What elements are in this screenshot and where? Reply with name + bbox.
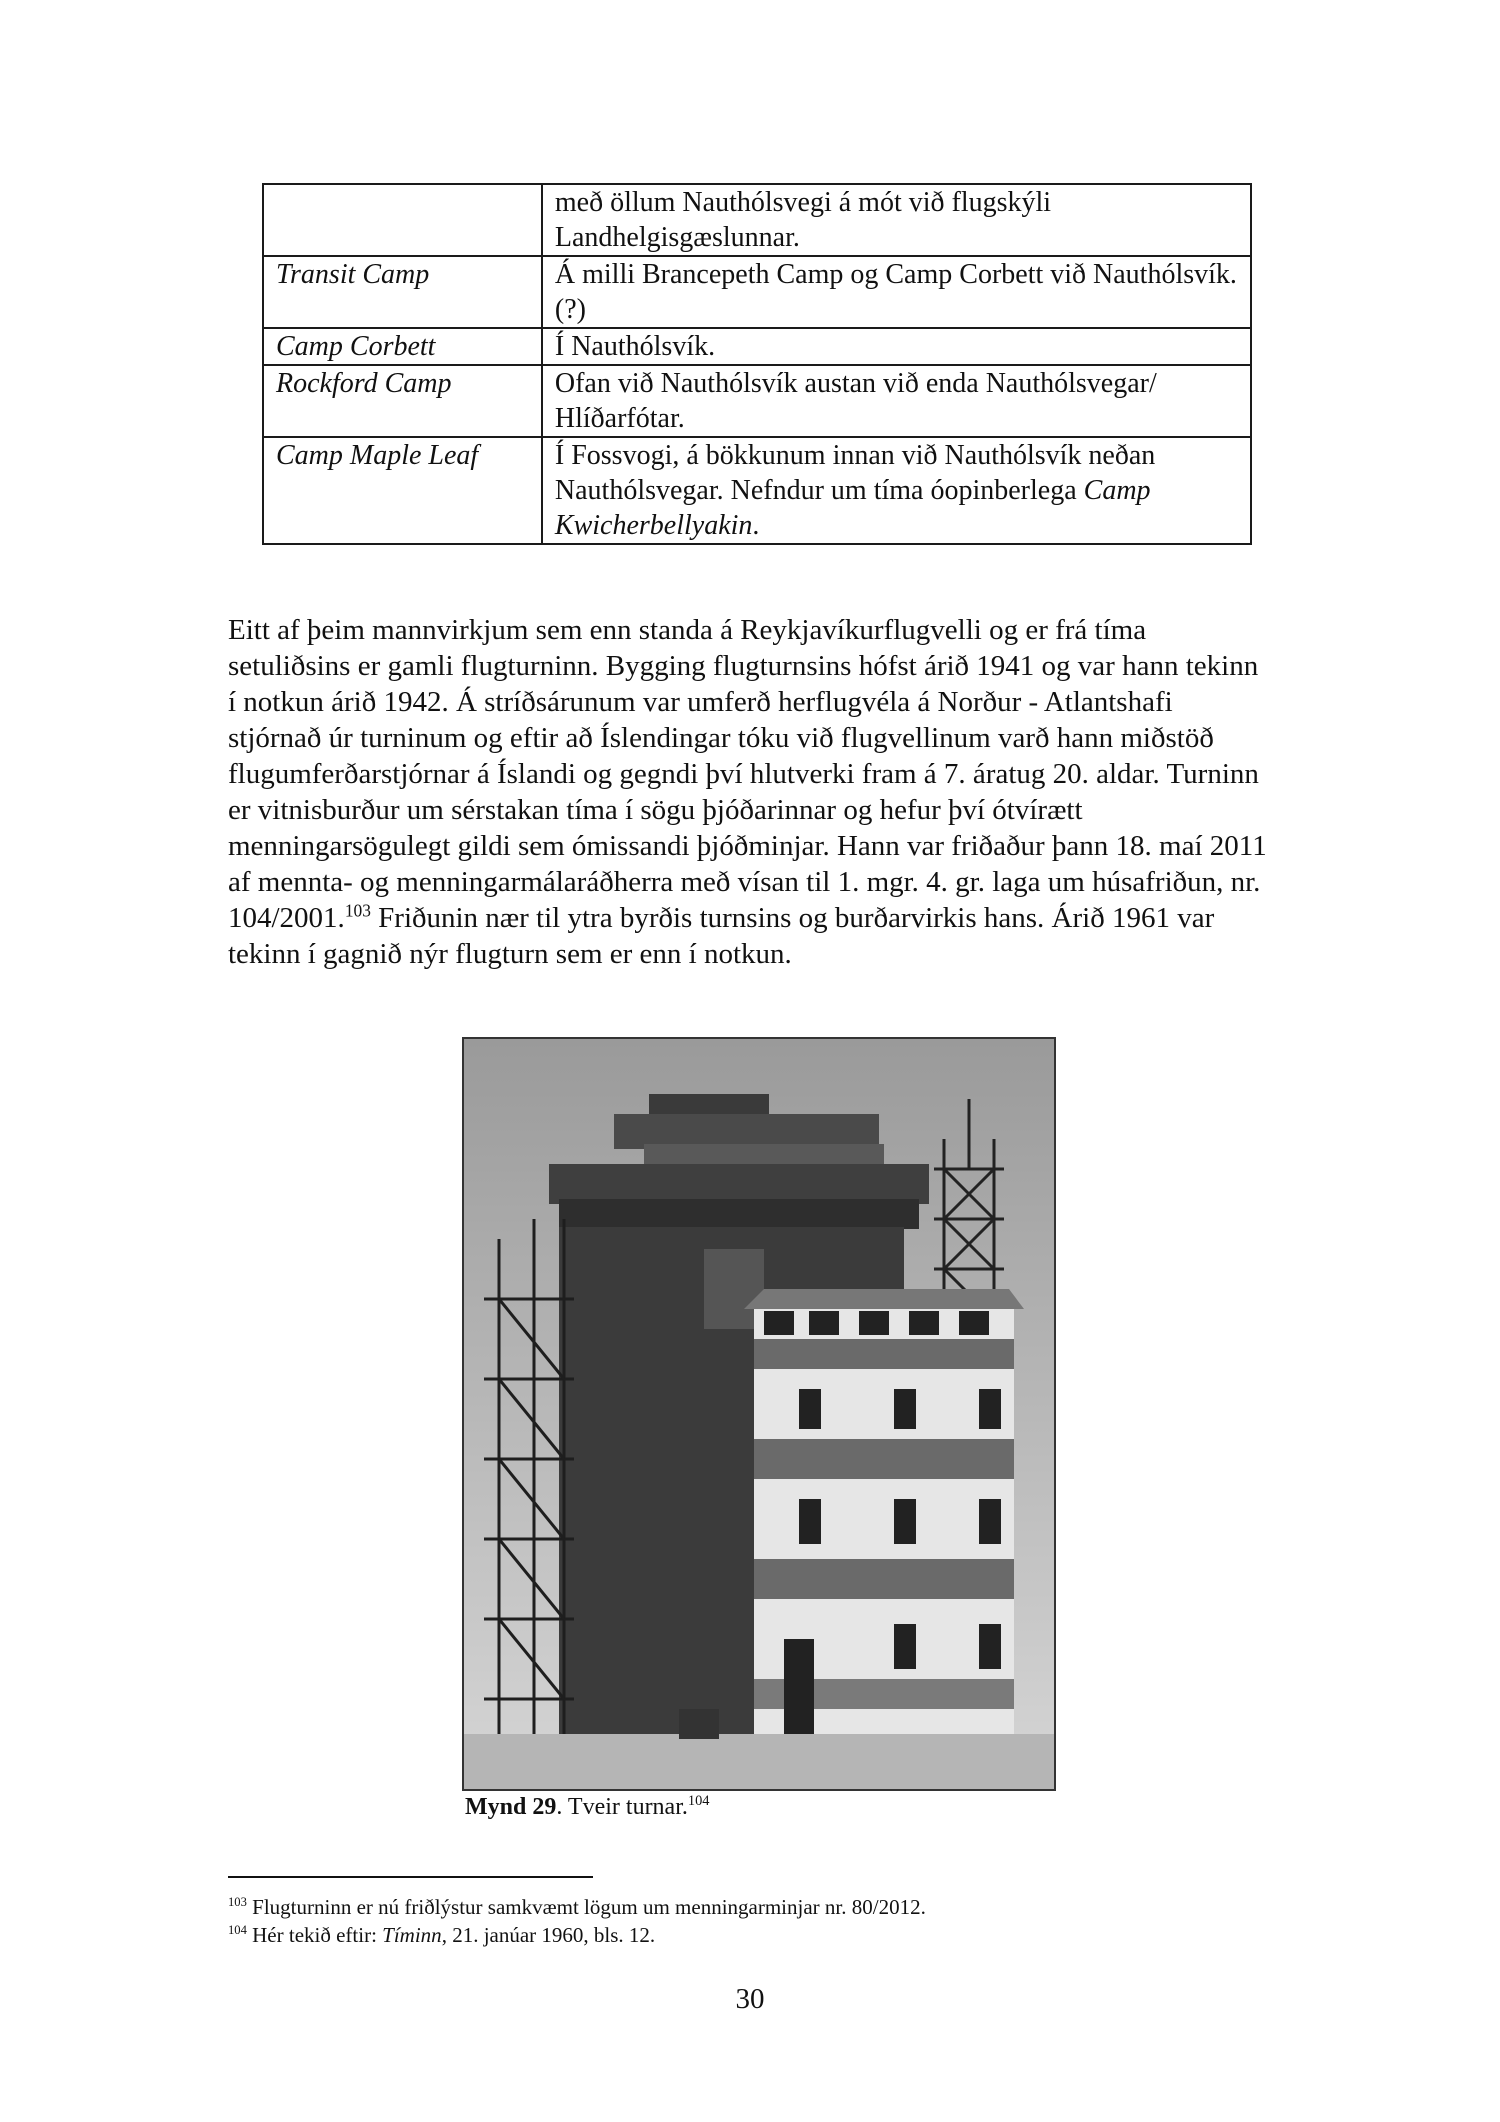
camp-name: Transit Camp: [263, 256, 542, 328]
camp-name: Camp Corbett: [263, 328, 542, 365]
figure-caption-text: . Tveir turnar.: [556, 1794, 688, 1820]
camp-name: Rockford Camp: [263, 365, 542, 437]
figure-caption: [465, 1794, 709, 1821]
camp-table: [262, 183, 1252, 545]
camp-nickname: Camp Kwicherbellyakin: [554, 475, 1151, 541]
footnote-number: 103: [228, 1895, 247, 1909]
table-row: [263, 437, 1251, 544]
footnote-ref: 104: [687, 1793, 710, 1809]
footnotes: [228, 1893, 926, 1949]
figure-label: Mynd 29: [465, 1794, 557, 1820]
camp-description: [542, 437, 1251, 544]
camp-name: Camp Maple Leaf: [263, 437, 542, 544]
camp-name: [263, 184, 542, 256]
page-number: 30: [735, 1983, 765, 2015]
paragraph-text: Eitt af þeim mannvirkjum sem enn standa á Reykjavíkurflugvelli og er frá tíma setuliðsins er gamli flugturninn. Bygging flugturnsins hófst árið 1941 og var hann tekinn í notkun árið 1942. Á stríðsárunum var umferð herflugvéla á Norður - Atlantshafi stjórnað úr turninum og eftir að Íslendingar tóku við flugvellinum varð hann miðstöð flugumferðarstjórnar á Íslandi og gegndi því hlutverki fram á 7. áratug 20. aldar. Turninn er vitnisburður um sérstakan tíma í sögu þjóðarinnar og hefur því ótvírætt menningarsögulegt gildi sem ómissandi þjóðminjar. Hann var friðaður þann 18. maí 2011 af mennta- og menningarmálaráðherra með vísan til 1. mgr. 4. gr. laga um húsafriðun, nr. 104/2001.: [228, 614, 1267, 934]
footnote-source-title: Tíminn: [382, 1923, 442, 1947]
tower-photo-drawing: [464, 1039, 1054, 1789]
body-paragraph: [228, 612, 1273, 972]
footnote-divider: [228, 1876, 593, 1878]
camp-description-end: .: [752, 510, 760, 541]
table-row: [263, 184, 1251, 256]
camp-description: með öllum Nauthólsvegi á mót við flugskýli Landhelgisgæslunnar.: [542, 184, 1251, 256]
table-row: [263, 256, 1251, 328]
camp-description: Á milli Brancepeth Camp og Camp Corbett við Nauthólsvík. (?): [542, 256, 1251, 328]
footnote: [228, 1893, 926, 1921]
table-row: [263, 328, 1251, 365]
footnote-text: Hér tekið eftir:: [246, 1923, 383, 1947]
footnote-number: 104: [228, 1923, 247, 1937]
camp-description: Í Nauthólsvík.: [542, 328, 1251, 365]
footnote-text: Flugturninn er nú friðlýstur samkvæmt lögum um menningarminjar nr. 80/2012.: [246, 1895, 926, 1919]
camp-description: Ofan við Nauthólsvík austan við enda Nauthólsvegar/ Hlíðarfótar.: [542, 365, 1251, 437]
camp-description-text: Í Fossvogi, á bökkunum innan við Nauthólsvík neðan Nauthólsvegar. Nefndur um tíma óopinberlega: [554, 440, 1156, 506]
footnote-ref: 103: [344, 900, 371, 921]
paragraph-text-end: Friðunin nær til ytra byrðis turnsins og burðarvirkis hans. Árið 1961 var tekinn í gagnið nýr flugturn sem er enn í notkun.: [228, 902, 1215, 970]
table-row: [263, 365, 1251, 437]
footnote-text-end: , 21. janúar 1960, bls. 12.: [441, 1923, 656, 1947]
tower-photo: [462, 1037, 1056, 1791]
footnote: [228, 1921, 926, 1949]
